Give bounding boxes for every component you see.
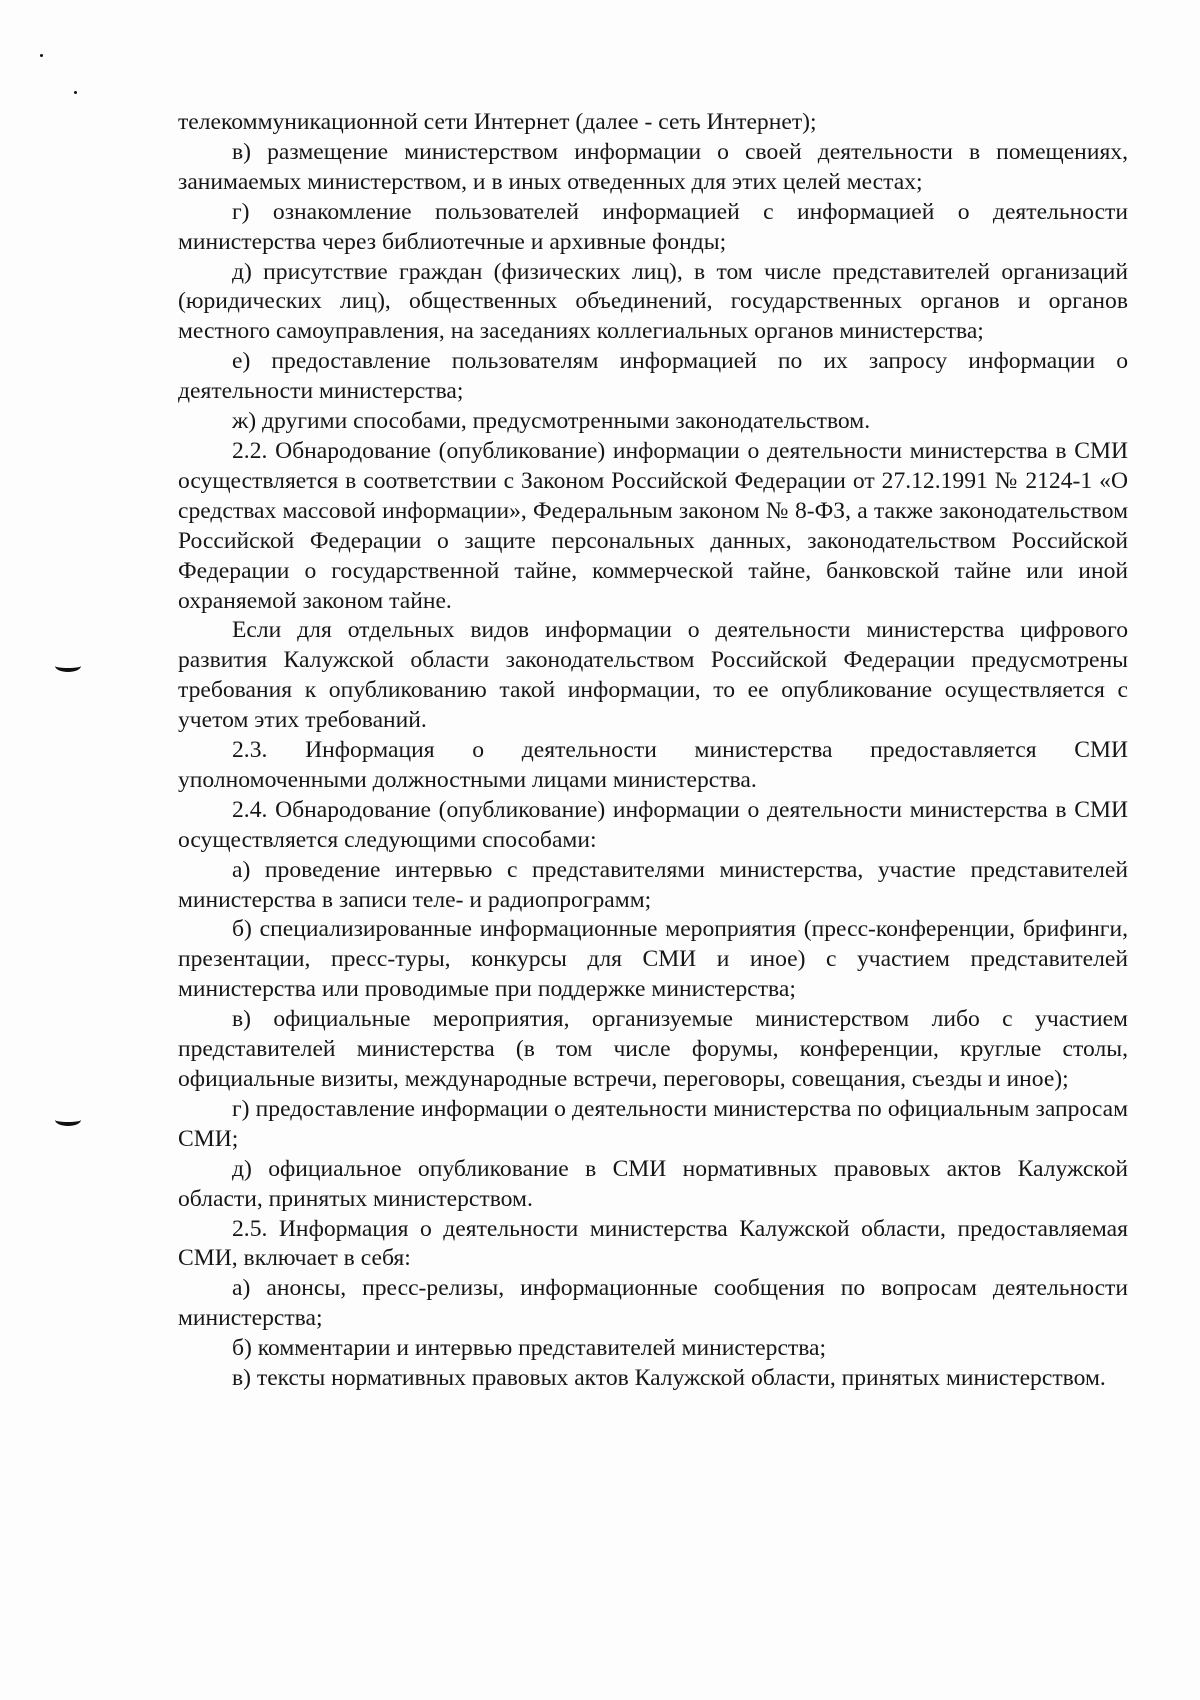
paragraph: в) размещение министерством информации о своей деятельности в помещениях, занимаемых министерством, и в иных отведенных для этих целей местах; bbox=[178, 138, 1128, 195]
document-body bbox=[178, 108, 1128, 1394]
binder-hole-mark bbox=[55, 660, 81, 672]
scan-speck bbox=[40, 54, 43, 57]
binder-hole-mark bbox=[55, 1114, 81, 1126]
paragraph: 2.5. Информация о деятельности министерства Калужской области, предоставляемая СМИ, включает в себя: bbox=[178, 1215, 1128, 1272]
paragraph: б) комментарии и интервью представителей министерства; bbox=[232, 1335, 827, 1362]
paragraph: в) официальные мероприятия, организуемые министерством либо с участием представителей министерства (в том числе форумы, конференции, круглые столы, официальные визиты, международные встречи, переговоры, совещания, съезды и иное); bbox=[178, 1006, 1128, 1092]
paragraph: д) официальное опубликование в СМИ нормативных правовых актов Калужской области, принятых министерством. bbox=[178, 1155, 1128, 1212]
paragraph: е) предоставление пользователям информацией по их запросу информации о деятельности министерства; bbox=[178, 348, 1128, 405]
paragraph: а) анонсы, пресс-релизы, информационные сообщения по вопросам деятельности министерства; bbox=[178, 1275, 1128, 1332]
paragraph: ж) другими способами, предусмотренными законодательством. bbox=[232, 408, 871, 435]
paragraph: г) предоставление информации о деятельности министерства по официальным запросам СМИ; bbox=[178, 1095, 1128, 1152]
paragraph: а) проведение интервью с представителями министерства, участие представителей министерства в записи теле- и радиопрограмм; bbox=[178, 856, 1128, 913]
paragraph: г) ознакомление пользователей информацией с информацией о деятельности министерства через библиотечные и архивные фонды; bbox=[178, 198, 1128, 255]
paragraph: телекоммуникационной сети Интернет (далее - сеть Интернет); bbox=[178, 109, 817, 135]
scan-speck bbox=[74, 91, 77, 94]
paragraph: 2.3. Информация о деятельности министерства предоставляется СМИ уполномоченными должностными лицами министерства. bbox=[178, 737, 1128, 793]
paragraph: в) тексты нормативных правовых актов Калужской области, принятых министерством. bbox=[232, 1365, 1106, 1392]
paragraph: 2.4. Обнародование (опубликование) информации о деятельности министерства в СМИ осуществляется следующими способами: bbox=[178, 796, 1128, 853]
paragraph: б) специализированные информационные мероприятия (пресс-конференции, брифинги, презентации, пресс-туры, конкурсы для СМИ и иное) с участием представителей министерства или проводимые при поддержке министерства; bbox=[178, 916, 1128, 1003]
paragraph: Если для отдельных видов информации о деятельности министерства цифрового развития Калужской области законодательством Российской Федерации предусмотрены требования к опубликованию такой информации, то ее опубликование осуществляется с учетом этих требований. bbox=[178, 617, 1128, 734]
paragraph: д) присутствие граждан (физических лиц), в том числе представителей организаций (юридических лиц), общественных объединений, государственных органов и органов местного самоуправления, на заседаниях коллегиальных органов министерства; bbox=[178, 258, 1128, 345]
paragraph: 2.2. Обнародование (опубликование) информации о деятельности министерства в СМИ осуществляется в соответствии с Законом Российской Федерации от 27.12.1991 № 2124-1 «О средствах массовой информации», Федеральным законом № 8-ФЗ, а также законодательством Российской Федерации о защите персональных данных, законодательством Российской Федерации о государственной тайне, коммерческой тайне, банковской тайне или иной охраняемой законом тайне. bbox=[178, 437, 1128, 614]
